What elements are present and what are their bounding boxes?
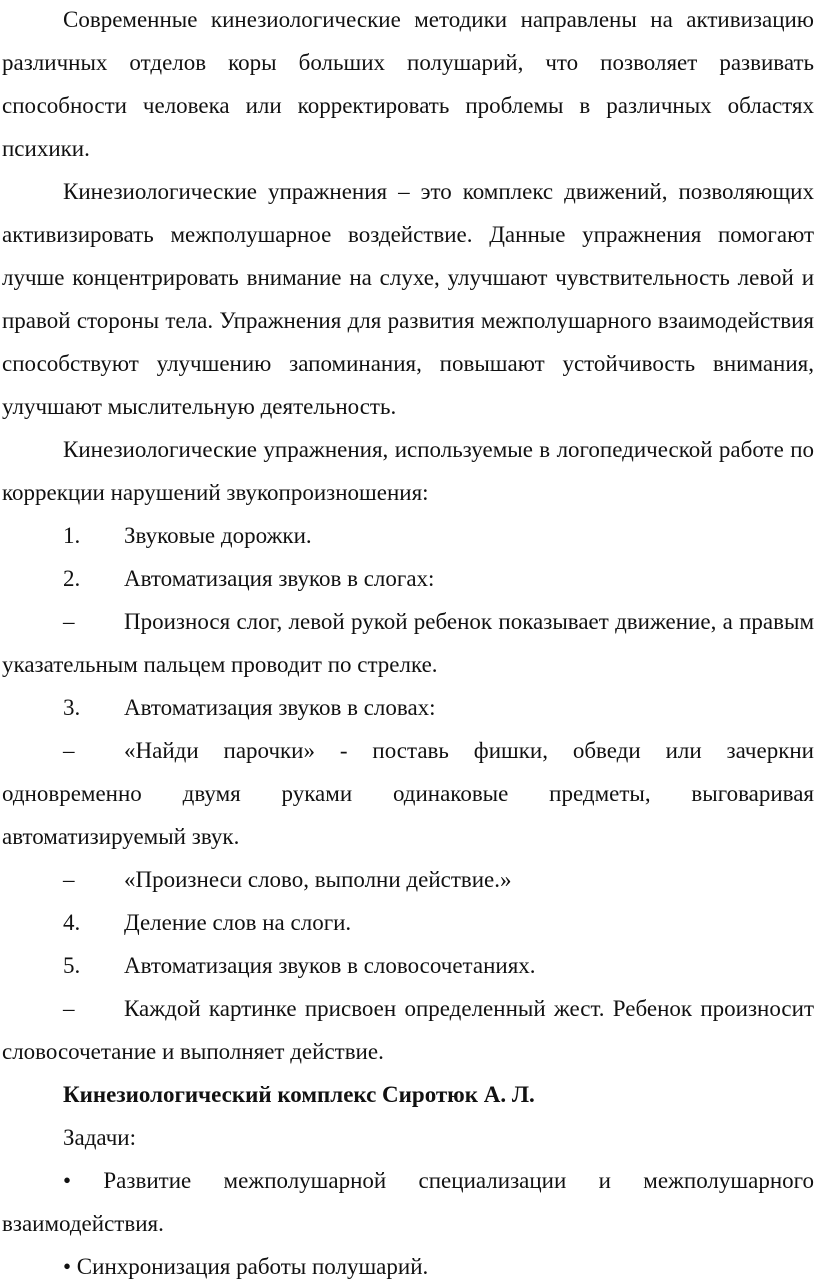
task-item: • Развитие межполушарной специализации и межполушарного взаимодействия. bbox=[2, 1168, 814, 1236]
list-marker: 2. bbox=[63, 566, 81, 591]
section-heading: Кинезиологический комплекс Сиротюк А. Л. bbox=[63, 1082, 535, 1107]
list-marker: – bbox=[63, 996, 75, 1021]
paragraph-exercises-definition: Кинезиологические упражнения – это комплекс движений, позволяющих активизировать межполушарное воздействие. Данные упражнения помогают лучше концентрировать внимание на слухе, улучшают чувствительность левой и правой стороны тела. Упражнения для развития межполушарного взаимодействия способствуют улучшению запоминания, повышают устойчивость внимания, улучшают мыслительную деятельность. bbox=[2, 179, 814, 419]
list-item bbox=[2, 729, 814, 858]
paragraph-speech-therapy: Кинезиологические упражнения, используемые в логопедической работе по коррекции нарушений звукопроизношения: bbox=[2, 437, 814, 505]
list-item bbox=[2, 858, 814, 901]
list-marker: – bbox=[63, 609, 75, 634]
list-marker: 5. bbox=[63, 953, 81, 978]
task-item: • Синхронизация работы полушарий. bbox=[63, 1254, 429, 1279]
list-item bbox=[2, 600, 814, 686]
list-item bbox=[2, 944, 814, 987]
list-marker: – bbox=[63, 867, 75, 892]
list-item-text: Автоматизация звуков в словах: bbox=[124, 695, 436, 720]
list-marker: 1. bbox=[63, 523, 81, 548]
paragraph-intro: Современные кинезиологические методики направлены на активизацию различных отделов коры больших полушарий, что позволяет развивать способности человека или корректировать проблемы в различных областях психики. bbox=[2, 7, 814, 161]
list-item bbox=[2, 987, 814, 1073]
list-marker: 4. bbox=[63, 910, 81, 935]
list-item-text: Произнося слог, левой рукой ребенок показывает движение, а правым указательным пальцем проводит по стрелке. bbox=[2, 609, 814, 677]
list-item bbox=[2, 686, 814, 729]
list-item-text: Звуковые дорожки. bbox=[124, 523, 312, 548]
list-item-text: Автоматизация звуков в словосочетаниях. bbox=[124, 953, 536, 978]
list-item bbox=[2, 557, 814, 600]
tasks-label: Задачи: bbox=[63, 1125, 136, 1150]
list-item-text: «Найди парочки» - поставь фишки, обведи или зачеркни одновременно двумя руками одинаковые предметы, выговаривая автоматизируемый звук. bbox=[2, 738, 814, 849]
list-item-text: Каждой картинке присвоен определенный жест. Ребенок произносит словосочетание и выполняет действие. bbox=[2, 996, 814, 1064]
list-item bbox=[2, 514, 814, 557]
list-item-text: Автоматизация звуков в слогах: bbox=[124, 566, 435, 591]
list-item bbox=[2, 901, 814, 944]
list-marker: – bbox=[63, 738, 75, 763]
list-item-text: «Произнеси слово, выполни действие.» bbox=[124, 867, 512, 892]
list-item-text: Деление слов на слоги. bbox=[124, 910, 352, 935]
list-marker: 3. bbox=[63, 695, 81, 720]
